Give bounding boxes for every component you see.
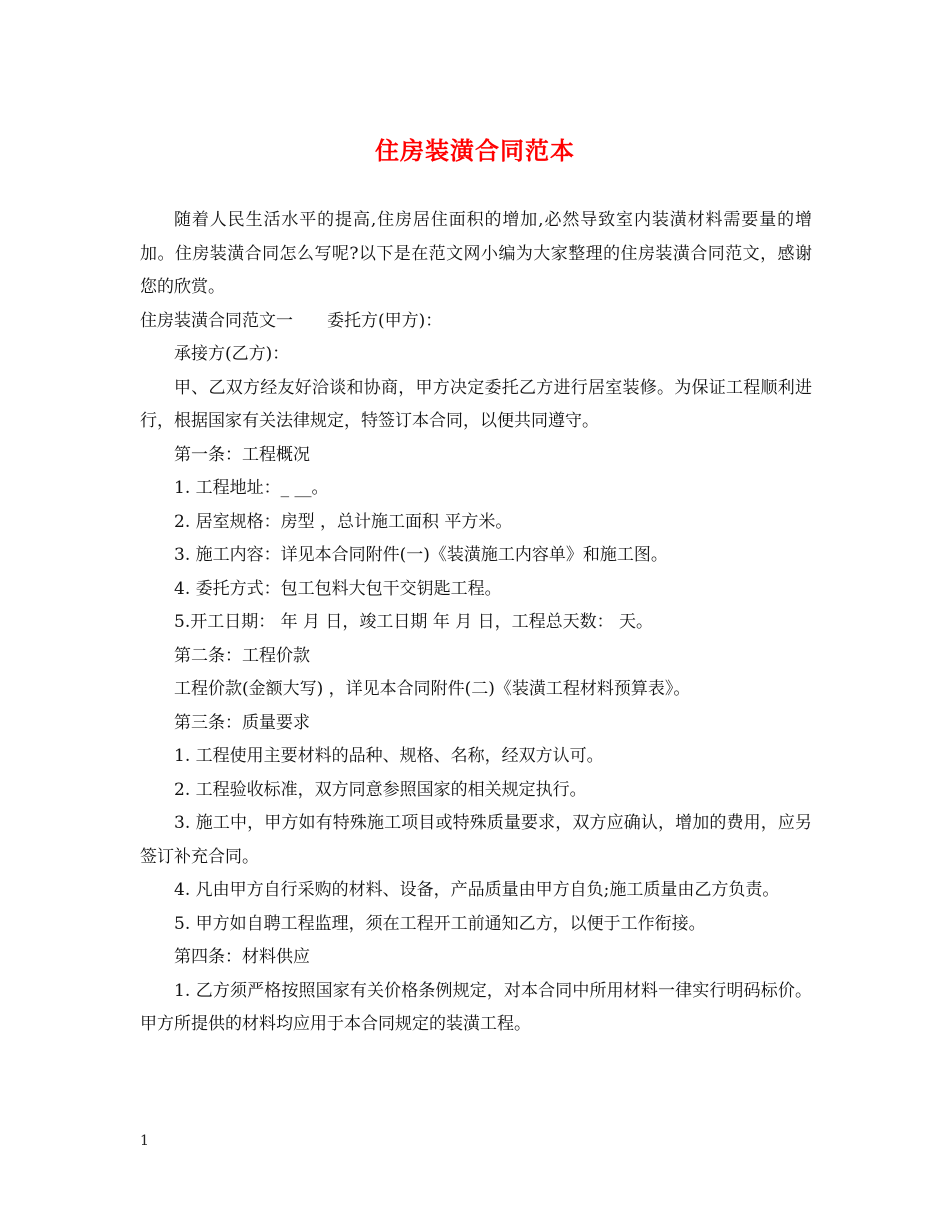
article-one-item-5: 5.开工日期： 年 月 日，竣工日期 年 月 日，工程总天数： 天。 — [174, 612, 654, 632]
intro-paragraph: 随着人民生活水平的提高,住房居住面积的增加,必然导致室内装潢材料需要量的增加。住房装潢合同怎么写呢?以下是在范文网小编为大家整理的住房装潢合同范文，感谢您的欣赏。 — [140, 210, 812, 297]
article-three-item-5: 5. 甲方如自聘工程监理，须在工程开工前通知乙方，以便于工作衔接。 — [174, 913, 706, 934]
article-two-heading: 第二条：工程价款 — [174, 645, 310, 666]
article-four-item-1: 1. 乙方须严格按照国家有关价格条例规定，对本合同中所用材料一律实行明码标价。甲方所提供的材料均应用于本合同规定的装潢工程。 — [140, 980, 812, 1034]
document-title: 住房装潢合同范本 — [375, 137, 575, 165]
article-one-heading: 第一条：工程概况 — [174, 444, 310, 465]
contract-heading-and-client: 住房装潢合同范文一 委托方(甲方)： — [140, 310, 443, 331]
agreement-paragraph: 甲、乙双方经友好洽谈和协商，甲方决定委托乙方进行居室装修。为保证工程顺利进行，根据国家有关法律规定，特签订本合同，以便共同遵守。 — [140, 377, 812, 431]
document-body — [140, 204, 812, 1042]
article-three-item-4: 4. 凡由甲方自行采购的材料、设备，产品质量由甲方自负;施工质量由乙方负责。 — [174, 880, 780, 900]
article-one-item-1: 1. 工程地址：_ __。 — [174, 478, 329, 498]
article-one-item-2: 2. 居室规格：房型 ，总计施工面积 平方米。 — [174, 511, 513, 532]
article-three-heading: 第三条：质量要求 — [174, 712, 310, 733]
article-three-item-1: 1. 工程使用主要材料的品种、规格、名称，经双方认可。 — [174, 746, 604, 766]
article-three-item-3: 3. 施工中，甲方如有特殊施工项目或特殊质量要求，双方应确认，增加的费用，应另签订补充合同。 — [140, 813, 812, 867]
contractor-line: 承接方(乙方)： — [174, 344, 290, 364]
article-one-item-3: 3. 施工内容：详见本合同附件(一)《装潢施工内容单》和施工图。 — [174, 545, 668, 565]
article-one-item-4: 4. 委托方式：包工包料大包干交钥匙工程。 — [174, 578, 502, 599]
article-three-item-2: 2. 工程验收标准，双方同意参照国家的相关规定执行。 — [174, 779, 587, 800]
page-number: 1 — [140, 1133, 149, 1149]
article-two-price: 工程价款(金额大写) ，详见本合同附件(二)《装潢工程材料预算表》。 — [174, 679, 691, 699]
article-four-heading: 第四条：材料供应 — [174, 947, 310, 967]
